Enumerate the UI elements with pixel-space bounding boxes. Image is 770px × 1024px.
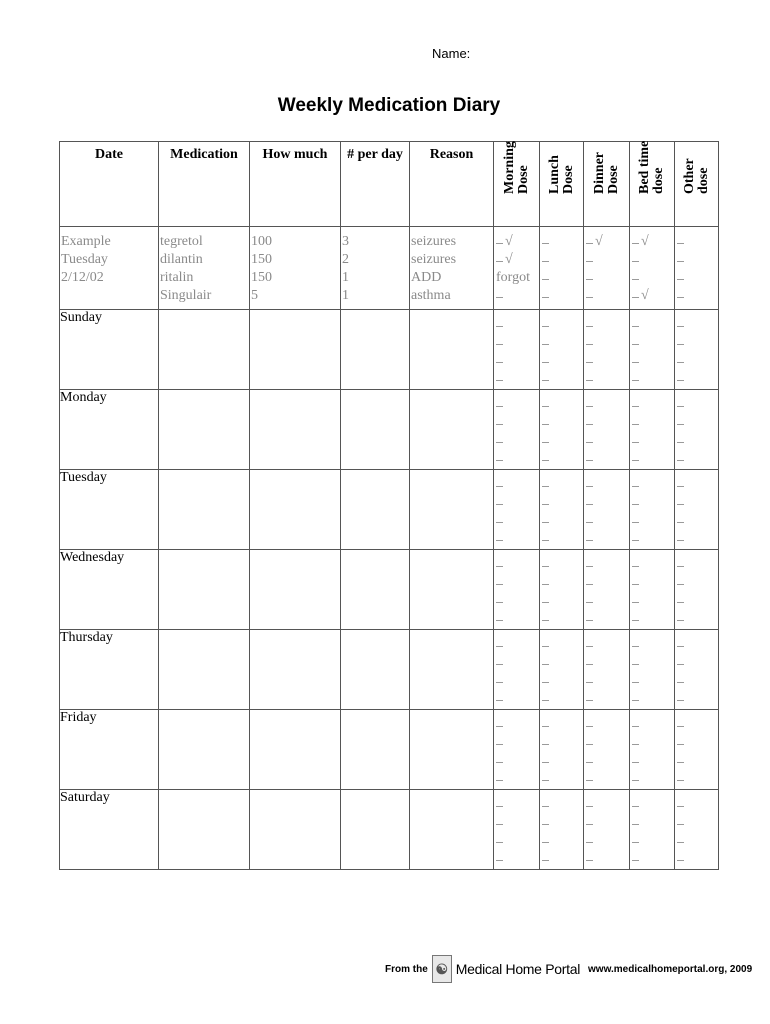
blank-line: [586, 287, 593, 298]
day-dinner-dose-cell[interactable]: [584, 710, 630, 790]
blank-line: [632, 414, 639, 425]
blank-line: [496, 334, 503, 345]
day-morning-dose-cell[interactable]: [494, 710, 540, 790]
day-label: Monday: [60, 390, 159, 470]
day-row: [60, 310, 719, 390]
day-label: Tuesday: [60, 470, 159, 550]
day-medication-cell[interactable]: [159, 790, 250, 870]
figure-logo-icon: ☯: [432, 955, 452, 983]
blank-line: [586, 796, 593, 807]
blank-line: [496, 574, 503, 585]
blank-line: [677, 592, 684, 603]
check-mark-icon: √: [641, 234, 649, 249]
blank-line: [632, 636, 639, 647]
blank-line: [542, 530, 549, 541]
col-reason: Reason: [410, 142, 494, 227]
blank-line: [496, 512, 503, 523]
example-date: Example Tuesday 2/12/02: [60, 227, 159, 310]
blank-line: [677, 716, 684, 727]
blank-line: [632, 814, 639, 825]
blank-line: [632, 251, 639, 262]
blank-line: [677, 316, 684, 327]
footer: [385, 955, 752, 983]
day-per-day-cell[interactable]: [341, 550, 410, 630]
blank-line: [496, 850, 503, 861]
blank-line: [632, 432, 639, 443]
day-medication-cell[interactable]: [159, 630, 250, 710]
check-mark-icon: √: [595, 234, 603, 249]
day-bedtime-dose-cell[interactable]: [630, 470, 675, 550]
blank-line: [586, 396, 593, 407]
day-row: [60, 710, 719, 790]
col-per-day: # per day: [341, 142, 410, 227]
blank-line: [542, 316, 549, 327]
day-bedtime-dose-cell[interactable]: [630, 390, 675, 470]
day-reason-cell[interactable]: [410, 790, 494, 870]
day-per-day-cell[interactable]: [341, 630, 410, 710]
day-label: Friday: [60, 710, 159, 790]
blank-line: [586, 530, 593, 541]
day-reason-cell[interactable]: [410, 710, 494, 790]
day-bedtime-dose-cell[interactable]: [630, 630, 675, 710]
blank-line: [632, 334, 639, 345]
col-date: Date: [60, 142, 159, 227]
blank-line: [586, 734, 593, 745]
blank-line: [542, 414, 549, 425]
day-morning-dose-cell[interactable]: [494, 470, 540, 550]
blank-line: [496, 556, 503, 567]
blank-line: [677, 414, 684, 425]
blank-line: [496, 450, 503, 461]
blank-line: [586, 690, 593, 701]
blank-line: [677, 832, 684, 843]
blank-line: [677, 850, 684, 861]
day-label: Wednesday: [60, 550, 159, 630]
mark-text: forgot: [496, 270, 530, 285]
blank-line: [677, 574, 684, 585]
blank-line: [542, 654, 549, 665]
blank-line: [542, 233, 549, 244]
blank-line: [542, 450, 549, 461]
blank-line: [632, 370, 639, 381]
blank-line: [542, 672, 549, 683]
blank-line: [677, 734, 684, 745]
blank-line: [677, 770, 684, 781]
day-dinner-dose-cell[interactable]: [584, 390, 630, 470]
day-lunch-dose-cell[interactable]: [540, 550, 584, 630]
day-lunch-dose-cell[interactable]: [540, 630, 584, 710]
blank-line: [677, 251, 684, 262]
day-lunch-dose-cell[interactable]: [540, 470, 584, 550]
col-morning-dose: Morning Dose: [494, 142, 540, 227]
blank-line: [632, 287, 639, 298]
day-morning-dose-cell[interactable]: [494, 550, 540, 630]
blank-line: [496, 734, 503, 745]
day-label: Thursday: [60, 630, 159, 710]
blank-line: [542, 690, 549, 701]
blank-line: [632, 832, 639, 843]
col-medication: Medication: [159, 142, 250, 227]
blank-line: [632, 610, 639, 621]
blank-line: [542, 850, 549, 861]
blank-line: [496, 814, 503, 825]
blank-line: [677, 334, 684, 345]
blank-line: [496, 770, 503, 781]
blank-line: [632, 269, 639, 280]
day-dinner-dose-cell[interactable]: [584, 790, 630, 870]
example-row: [60, 227, 719, 310]
blank-line: [496, 370, 503, 381]
blank-line: [677, 690, 684, 701]
blank-line: [586, 432, 593, 443]
blank-line: [496, 690, 503, 701]
day-other-dose-cell[interactable]: [675, 790, 719, 870]
blank-line: [496, 396, 503, 407]
example-other: [675, 227, 719, 310]
day-how-much-cell[interactable]: [250, 550, 341, 630]
example-medication: tegretol dilantin ritalin Singulair: [159, 227, 250, 310]
blank-line: [586, 233, 593, 244]
blank-line: [542, 334, 549, 345]
blank-line: [542, 716, 549, 727]
blank-line: [677, 512, 684, 523]
blank-line: [542, 734, 549, 745]
day-how-much-cell[interactable]: [250, 630, 341, 710]
blank-line: [586, 556, 593, 567]
blank-line: [632, 233, 639, 244]
blank-line: [496, 414, 503, 425]
example-how-much: 100 150 150 5: [250, 227, 341, 310]
day-medication-cell[interactable]: [159, 550, 250, 630]
blank-line: [632, 574, 639, 585]
blank-line: [677, 654, 684, 665]
blank-line: [586, 269, 593, 280]
blank-line: [542, 494, 549, 505]
blank-line: [632, 592, 639, 603]
col-dinner-dose: Dinner Dose: [584, 142, 630, 227]
col-lunch-dose: Lunch Dose: [540, 142, 584, 227]
day-other-dose-cell[interactable]: [675, 550, 719, 630]
example-per-day: 3 2 1 1: [341, 227, 410, 310]
blank-line: [542, 251, 549, 262]
check-mark-icon: √: [505, 234, 513, 249]
day-label: Sunday: [60, 310, 159, 390]
blank-line: [632, 476, 639, 487]
footer-site: www.medicalhomeportal.org, 2009: [588, 963, 753, 975]
blank-line: [586, 251, 593, 262]
blank-line: [542, 752, 549, 763]
day-per-day-cell[interactable]: [341, 310, 410, 390]
blank-line: [496, 432, 503, 443]
blank-line: [632, 850, 639, 861]
blank-line: [677, 672, 684, 683]
day-medication-cell[interactable]: [159, 470, 250, 550]
blank-line: [542, 370, 549, 381]
blank-line: [632, 512, 639, 523]
blank-line: [542, 832, 549, 843]
blank-line: [677, 556, 684, 567]
medication-diary-table: [59, 141, 719, 870]
day-per-day-cell[interactable]: [341, 390, 410, 470]
footer-logo-text: Medical Home Portal: [455, 961, 581, 977]
blank-line: [586, 592, 593, 603]
blank-line: [586, 316, 593, 327]
day-bedtime-dose-cell[interactable]: [630, 790, 675, 870]
blank-line: [542, 476, 549, 487]
blank-line: [542, 556, 549, 567]
blank-line: [496, 494, 503, 505]
blank-line: [542, 592, 549, 603]
day-morning-dose-cell[interactable]: [494, 790, 540, 870]
page-title: Weekly Medication Diary: [277, 95, 501, 116]
check-mark-icon: √: [641, 288, 649, 303]
day-per-day-cell[interactable]: [341, 470, 410, 550]
check-mark-icon: √: [505, 252, 513, 267]
blank-line: [677, 476, 684, 487]
blank-line: [586, 672, 593, 683]
blank-line: [542, 269, 549, 280]
blank-line: [586, 654, 593, 665]
blank-line: [542, 512, 549, 523]
blank-line: [677, 796, 684, 807]
blank-line: [496, 654, 503, 665]
blank-line: [632, 450, 639, 461]
day-lunch-dose-cell[interactable]: [540, 790, 584, 870]
blank-line: [586, 636, 593, 647]
blank-line: [677, 494, 684, 505]
blank-line: [496, 832, 503, 843]
day-row: [60, 630, 719, 710]
day-medication-cell[interactable]: [159, 310, 250, 390]
day-other-dose-cell[interactable]: [675, 470, 719, 550]
blank-line: [496, 316, 503, 327]
blank-line: [677, 269, 684, 280]
day-reason-cell[interactable]: [410, 630, 494, 710]
day-dinner-dose-cell[interactable]: [584, 630, 630, 710]
blank-line: [677, 610, 684, 621]
blank-line: [496, 476, 503, 487]
day-morning-dose-cell[interactable]: [494, 310, 540, 390]
col-how-much: How much: [250, 142, 341, 227]
blank-line: [586, 752, 593, 763]
day-other-dose-cell[interactable]: [675, 710, 719, 790]
day-dinner-dose-cell[interactable]: [584, 470, 630, 550]
blank-line: [542, 770, 549, 781]
day-reason-cell[interactable]: [410, 470, 494, 550]
blank-line: [632, 316, 639, 327]
day-other-dose-cell[interactable]: [675, 390, 719, 470]
blank-line: [677, 233, 684, 244]
blank-line: [586, 334, 593, 345]
blank-line: [586, 832, 593, 843]
blank-line: [632, 770, 639, 781]
day-how-much-cell[interactable]: [250, 390, 341, 470]
blank-line: [632, 796, 639, 807]
blank-line: [496, 592, 503, 603]
blank-line: [496, 636, 503, 647]
day-medication-cell[interactable]: [159, 710, 250, 790]
day-bedtime-dose-cell[interactable]: [630, 710, 675, 790]
blank-line: [542, 396, 549, 407]
name-label: Name:: [432, 46, 471, 61]
day-reason-cell[interactable]: [410, 310, 494, 390]
blank-line: [632, 530, 639, 541]
day-row: [60, 390, 719, 470]
blank-line: [677, 432, 684, 443]
blank-line: [677, 450, 684, 461]
blank-line: [542, 814, 549, 825]
day-morning-dose-cell[interactable]: [494, 390, 540, 470]
blank-line: [586, 814, 593, 825]
blank-line: [496, 672, 503, 683]
day-lunch-dose-cell[interactable]: [540, 310, 584, 390]
blank-line: [632, 734, 639, 745]
day-how-much-cell[interactable]: [250, 470, 341, 550]
example-reason: seizures seizures ADD asthma: [410, 227, 494, 310]
blank-line: [632, 494, 639, 505]
blank-line: [586, 716, 593, 727]
blank-line: [677, 636, 684, 647]
blank-line: [542, 574, 549, 585]
blank-line: [496, 716, 503, 727]
blank-line: [542, 352, 549, 363]
blank-line: [496, 752, 503, 763]
day-other-dose-cell[interactable]: [675, 310, 719, 390]
day-per-day-cell[interactable]: [341, 710, 410, 790]
blank-line: [586, 476, 593, 487]
day-row: [60, 470, 719, 550]
day-how-much-cell[interactable]: [250, 710, 341, 790]
blank-line: [632, 752, 639, 763]
blank-line: [677, 352, 684, 363]
example-bedtime: [630, 227, 675, 310]
day-other-dose-cell[interactable]: [675, 630, 719, 710]
blank-line: [677, 814, 684, 825]
blank-line: [496, 796, 503, 807]
blank-line: [632, 690, 639, 701]
col-bedtime-dose: Bed time dose: [630, 142, 675, 227]
blank-line: [496, 233, 503, 244]
day-medication-cell[interactable]: [159, 390, 250, 470]
example-lunch: [540, 227, 584, 310]
blank-line: [586, 610, 593, 621]
footer-from: From the: [385, 963, 428, 975]
blank-line: [586, 574, 593, 585]
blank-line: [542, 432, 549, 443]
example-dinner: [584, 227, 630, 310]
blank-line: [496, 352, 503, 363]
blank-line: [586, 370, 593, 381]
day-bedtime-dose-cell[interactable]: [630, 550, 675, 630]
blank-line: [586, 850, 593, 861]
blank-line: [542, 796, 549, 807]
blank-line: [542, 610, 549, 621]
blank-line: [496, 287, 503, 298]
day-how-much-cell[interactable]: [250, 790, 341, 870]
blank-line: [677, 530, 684, 541]
blank-line: [677, 287, 684, 298]
blank-line: [632, 396, 639, 407]
col-other-dose: Other dose: [675, 142, 719, 227]
day-morning-dose-cell[interactable]: [494, 630, 540, 710]
day-dinner-dose-cell[interactable]: [584, 310, 630, 390]
day-dinner-dose-cell[interactable]: [584, 550, 630, 630]
blank-line: [542, 287, 549, 298]
example-morning: [494, 227, 540, 310]
blank-line: [632, 654, 639, 665]
day-reason-cell[interactable]: [410, 550, 494, 630]
day-label: Saturday: [60, 790, 159, 870]
day-row: [60, 550, 719, 630]
blank-line: [496, 530, 503, 541]
day-how-much-cell[interactable]: [250, 310, 341, 390]
day-lunch-dose-cell[interactable]: [540, 710, 584, 790]
blank-line: [677, 396, 684, 407]
day-row: [60, 790, 719, 870]
blank-line: [632, 352, 639, 363]
blank-line: [586, 494, 593, 505]
blank-line: [632, 716, 639, 727]
blank-line: [677, 370, 684, 381]
blank-line: [496, 251, 503, 262]
day-lunch-dose-cell[interactable]: [540, 390, 584, 470]
blank-line: [677, 752, 684, 763]
day-reason-cell[interactable]: [410, 390, 494, 470]
blank-line: [586, 414, 593, 425]
blank-line: [586, 352, 593, 363]
header-row: [60, 142, 719, 227]
day-bedtime-dose-cell[interactable]: [630, 310, 675, 390]
blank-line: [542, 636, 549, 647]
blank-line: [586, 512, 593, 523]
blank-line: [586, 450, 593, 461]
blank-line: [632, 672, 639, 683]
day-per-day-cell[interactable]: [341, 790, 410, 870]
blank-line: [496, 610, 503, 621]
blank-line: [586, 770, 593, 781]
blank-line: [632, 556, 639, 567]
